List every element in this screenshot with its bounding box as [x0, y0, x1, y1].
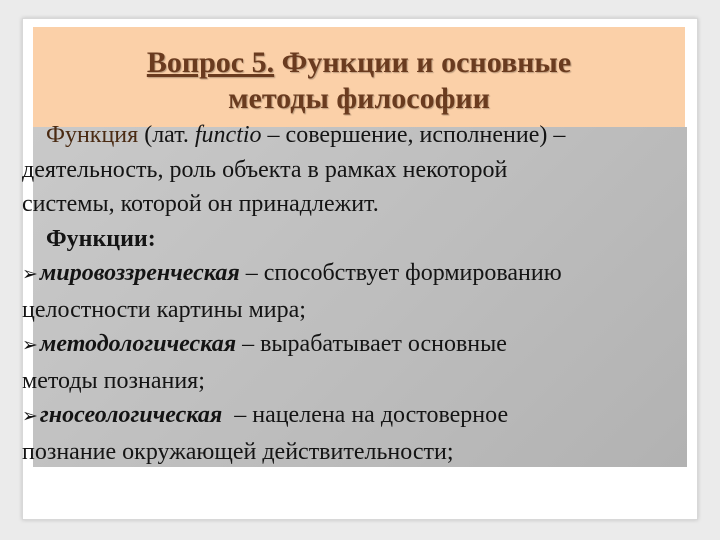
definition-term: Функция [46, 122, 139, 148]
definition-line2: деятельность, роль объекта в рамках некоторой [22, 156, 508, 183]
arrow-right-icon: ➢ [22, 335, 38, 356]
list-item-continuation: целостности картины мира; [22, 296, 306, 323]
title-band [33, 27, 685, 127]
list-item: ➢гносеологическая – нацелена на достоверное [22, 402, 509, 428]
list-item-continuation: познание окружающей действительности; [22, 438, 454, 465]
arrow-right-icon: ➢ [22, 406, 38, 427]
function-term: мировоззренческая [39, 260, 240, 286]
slide-body [22, 118, 688, 469]
function-term: гносеологическая [39, 402, 223, 428]
title-question-number: Вопрос 5. [146, 46, 275, 79]
list-item-continuation: методы познания; [22, 367, 205, 394]
list-item: ➢методологическая – вырабатывает основные [22, 331, 507, 357]
definition-line1: Функция (лат. functio – совершение, исполнение) – [46, 122, 566, 148]
function-term: методологическая [39, 331, 237, 357]
definition-line3: системы, которой он принадлежит. [22, 191, 379, 217]
list-item: ➢мировоззренческая – способствует формированию [22, 260, 562, 286]
latin-word: functio [194, 122, 262, 148]
slide-title [33, 45, 685, 117]
functions-heading: Функции: [46, 225, 156, 252]
title-text-line2: методы философии [228, 82, 490, 115]
arrow-right-icon: ➢ [22, 264, 38, 285]
title-text-line1: Функции и основные [274, 46, 572, 79]
